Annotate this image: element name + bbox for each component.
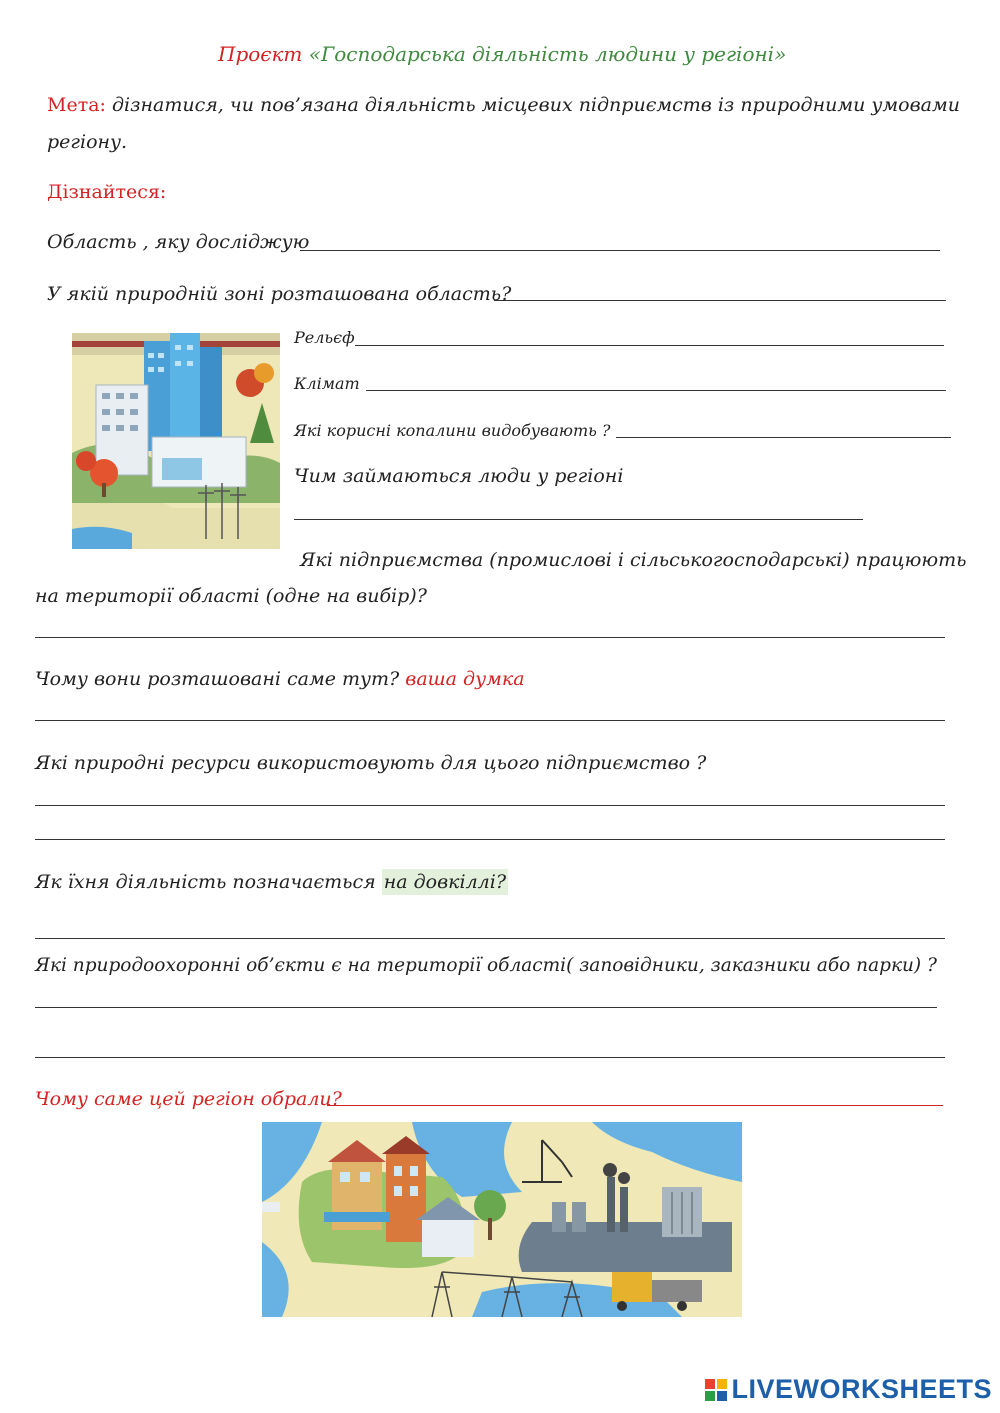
question-occupation: Чим займаються люди у регіоні [294,465,624,487]
title-topic: «Господарська діяльність людини у регіоні» [308,42,787,66]
answer-occupation-input[interactable] [294,493,867,521]
question-why-chosen: Чому саме цей регіон обрали? [35,1088,342,1110]
question-why-here [35,668,525,690]
page-title [218,42,786,66]
answer-why-here-input[interactable] [35,694,949,722]
answer-climate-input[interactable] [366,364,950,392]
answer-protected-input-2[interactable] [35,1031,949,1059]
goal-line-2: регіону. [47,131,128,153]
liveworksheets-logo [705,1374,992,1405]
title-prefix: Проєкт [218,42,303,66]
question-minerals: Які корисні копалини видобувають ? [294,421,611,440]
answer-resources-input-2[interactable] [35,813,949,841]
answer-minerals-input[interactable] [616,411,955,439]
goal-line-1 [47,94,960,116]
answer-region-input[interactable] [300,224,944,252]
question-resources: Які природні ресурси використовують для цього підприємство ? [35,752,707,774]
town-industry-illustration [262,1122,742,1317]
logo-text: LIVEWORKSHEETS [731,1374,992,1404]
question-zone: У якій природній зоні розташована область? [47,283,512,305]
opinion-note: ваша думка [405,668,525,690]
answer-enterprises-input[interactable] [35,611,949,639]
question-impact [35,871,508,893]
goal-label: Мета: [47,94,106,116]
answer-resources-input-1[interactable] [35,779,949,807]
question-enterprises-line-1: Які підприємства (промислові і сільськогосподарські) працюють [300,549,967,571]
answer-why-chosen-input[interactable] [327,1079,947,1107]
question-protected: Які природоохоронні об’єкти є на території області( заповідники, заказники або парки) ? [35,955,937,976]
question-enterprises-line-2: на території області (одне на вибір)? [35,585,427,607]
answer-relief-input[interactable] [355,319,948,347]
impact-highlight: на довкіллі? [383,871,507,893]
question-climate: Клімат [294,374,360,393]
goal-text: дізнатися, чи пов’язана діяльність місцевих підприємств із природними умовами [112,94,960,116]
answer-zone-input[interactable] [494,274,950,302]
question-relief: Рельєф [294,328,355,347]
answer-impact-input[interactable] [35,912,949,940]
question-region: Область , яку досліджую [47,231,310,253]
logo-mark [705,1379,727,1401]
learn-heading: Дізнайтеся: [47,181,167,203]
why-here-text: Чому вони розташовані саме тут? [35,668,400,690]
city-illustration [72,333,280,549]
impact-text: Як їхня діяльність позначається [35,871,376,893]
answer-protected-input-1[interactable] [35,981,941,1009]
